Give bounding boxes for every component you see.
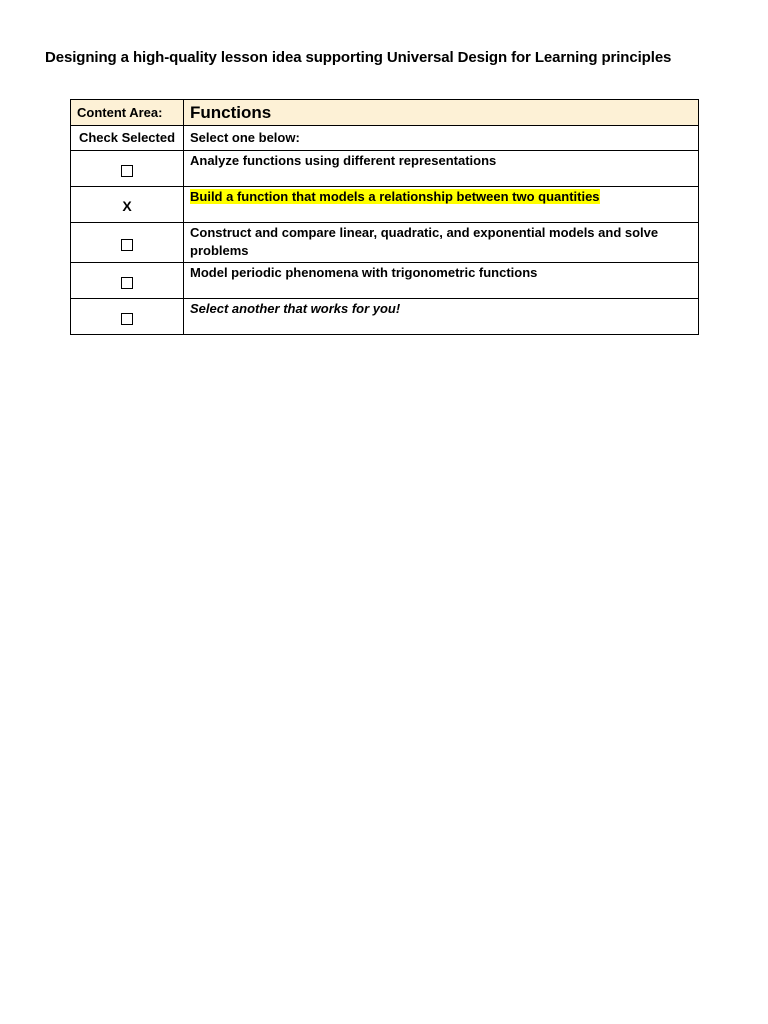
option-checkbox[interactable] <box>71 151 184 187</box>
option-text: Model periodic phenomena with trigonometric functions <box>184 263 699 299</box>
option-text: Analyze functions using different representations <box>184 151 699 187</box>
page-title: Designing a high-quality lesson idea supporting Universal Design for Learning principles <box>45 49 672 66</box>
content-area-label: Content Area: <box>71 100 184 126</box>
select-instruction: Select one below: <box>184 126 699 151</box>
highlighted-option-text: Build a function that models a relationship between two quantities <box>190 189 600 204</box>
option-row <box>71 223 699 263</box>
content-area-row <box>71 100 699 126</box>
option-row-selected <box>71 187 699 223</box>
checkbox-empty-icon[interactable] <box>121 239 133 251</box>
option-checkbox[interactable] <box>71 299 184 335</box>
checkbox-empty-icon[interactable] <box>121 165 133 177</box>
checkbox-empty-icon[interactable] <box>121 277 133 289</box>
option-text <box>184 187 699 223</box>
option-text <box>184 299 699 335</box>
option-text: Construct and compare linear, quadratic, and exponential models and solve problems <box>184 223 699 263</box>
option-checkbox[interactable] <box>71 223 184 263</box>
content-area-value[interactable]: Functions <box>184 100 699 126</box>
content-area-table <box>70 99 699 335</box>
option-row <box>71 151 699 187</box>
check-selected-row <box>71 126 699 151</box>
option-row <box>71 263 699 299</box>
option-row <box>71 299 699 335</box>
option-checkbox[interactable] <box>71 187 184 223</box>
other-option-text: Select another that works for you! <box>190 301 401 316</box>
option-checkbox[interactable] <box>71 263 184 299</box>
check-x-mark[interactable]: X <box>122 197 132 214</box>
check-selected-label: Check Selected <box>71 126 184 151</box>
checkbox-empty-icon[interactable] <box>121 313 133 325</box>
